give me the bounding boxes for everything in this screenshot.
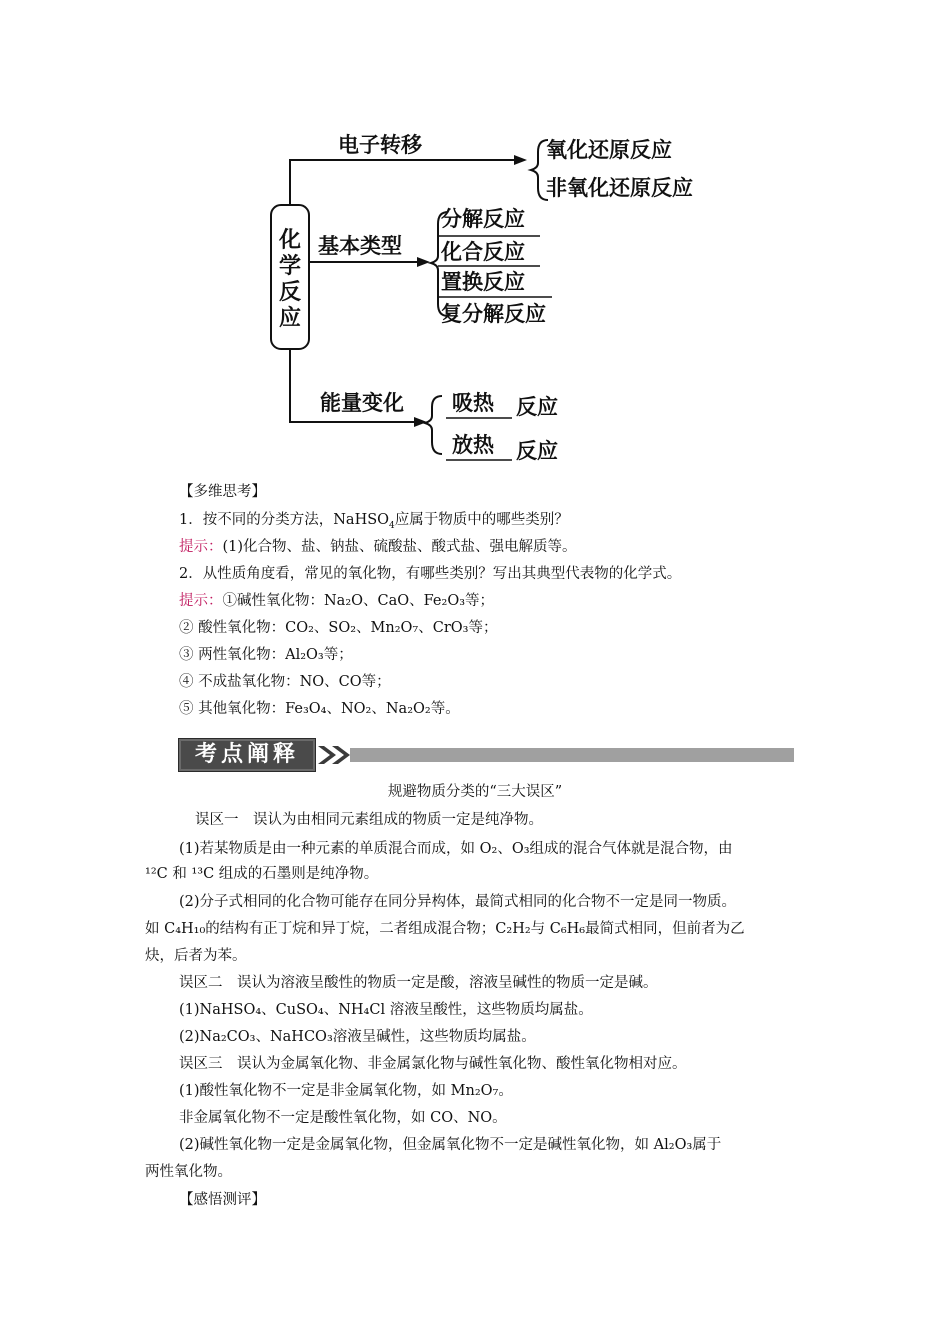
footer-heading: 【感悟测评】 bbox=[179, 1192, 266, 1208]
svg-text:应: 应 bbox=[278, 306, 302, 331]
item-endothermic-fill: 吸热 bbox=[452, 391, 494, 415]
hint-label: 提示： bbox=[179, 539, 223, 555]
question-1: 1．按不同的分类方法，NaHSO$_4$应属于物质中的哪些类别？ bbox=[179, 512, 569, 531]
branch-line-electron bbox=[290, 160, 515, 205]
section-2-title: 规避物质分类的“三大误区” bbox=[387, 784, 563, 800]
item-endothermic-suffix: 反应 bbox=[516, 395, 558, 419]
body-line: (2)分子式相同的化合物可能存在同分异构体，最简式相同的化合物不一定是同一物质。 bbox=[179, 894, 737, 910]
item-redox: 氧化还原反应 bbox=[546, 138, 672, 162]
arrow-head-electron bbox=[514, 155, 527, 165]
svg-text:反: 反 bbox=[278, 280, 302, 305]
hint-label: 提示： bbox=[179, 593, 223, 609]
svg-text:学: 学 bbox=[278, 254, 302, 279]
answer-2-line-2: ② 酸性氧化物：CO₂、SO₂、Mn₂O₇、CrO₃等； bbox=[179, 620, 498, 636]
body-line: (1)酸性氧化物不一定是非金属氧化物，如 Mn₂O₇。 bbox=[179, 1083, 513, 1099]
branch-label-basic: 基本类型 bbox=[318, 234, 402, 258]
misconception-3-heading: 误区三 误认为金属氧化物、非金属氯化物与碱性氧化物、酸性氧化物相对应。 bbox=[179, 1056, 687, 1072]
banner-bar bbox=[350, 748, 794, 762]
answer-2-line-3: ③ 两性氧化物：Al₂O₃等； bbox=[179, 647, 353, 663]
arrow-head-basic bbox=[417, 257, 430, 267]
item-exothermic-suffix: 反应 bbox=[516, 439, 558, 463]
svg-text:化: 化 bbox=[278, 228, 302, 253]
body-line: 非金属氧化物不一定是酸性氧化物，如 CO、NO。 bbox=[179, 1110, 507, 1126]
banner-label: 考点阐释 bbox=[178, 738, 316, 772]
answer-1: 提示：(1)化合物、盐、钠盐、硫酸盐、酸式盐、强电解质等。 bbox=[179, 539, 577, 555]
question-2: 2．从性质角度看，常见的氧化物，有哪些类别？写出其典型代表物的化学式。 bbox=[179, 566, 682, 582]
key-points-banner bbox=[178, 738, 794, 772]
reaction-classification-diagram bbox=[0, 0, 950, 480]
item-displacement: 置换反应 bbox=[441, 270, 525, 294]
item-decomposition: 分解反应 bbox=[441, 207, 525, 231]
answer-2-line-5: ⑤ 其他氧化物：Fe₃O₄、NO₂、Na₂O₂等。 bbox=[179, 701, 460, 717]
item-double-displacement: 复分解反应 bbox=[441, 302, 546, 326]
body-line: (1)NaHSO₄、CuSO₄、NH₄Cl 溶液呈酸性，这些物质均属盐。 bbox=[179, 1002, 593, 1018]
body-line: (2)碱性氧化物一定是金属氧化物，但金属氧化物不一定是碱性氧化物，如 Al₂O₃属于 bbox=[179, 1137, 722, 1153]
answer-2-line-4: ④ 不成盐氧化物：NO、CO等； bbox=[179, 674, 391, 690]
branch-label-electron: 电子转移 bbox=[338, 133, 422, 157]
misconception-1-heading: 误区一 误认为由相同元素组成的物质一定是纯净物。 bbox=[195, 812, 543, 828]
branch-label-energy: 能量变化 bbox=[320, 391, 404, 415]
item-combination: 化合反应 bbox=[441, 240, 525, 264]
brace-energy bbox=[425, 396, 442, 454]
misconception-2-heading: 误区二 误认为溶液呈酸性的物质一定是酸，溶液呈碱性的物质一定是碱。 bbox=[179, 975, 658, 991]
body-line: (2)Na₂CO₃、NaHCO₃溶液呈碱性，这些物质均属盐。 bbox=[179, 1029, 536, 1045]
body-line: 如 C₄H₁₀的结构有正丁烷和异丁烷，二者组成混合物；C₂H₂与 C₆H₆最简式相同，但前者为乙 bbox=[145, 921, 745, 937]
body-line: (1)若某物质是由一种元素的单质混合而成，如 O₂、O₃组成的混合气体就是混合物，由 bbox=[179, 841, 733, 857]
item-exothermic-fill: 放热 bbox=[452, 433, 494, 457]
root-label bbox=[278, 228, 301, 331]
body-line: 两性氧化物。 bbox=[145, 1164, 232, 1180]
section-heading: 【多维思考】 bbox=[179, 484, 266, 500]
item-non-redox: 非氧化还原反应 bbox=[546, 176, 693, 200]
body-line: ¹²C 和 ¹³C 组成的石墨则是纯净物。 bbox=[145, 866, 379, 882]
answer-2-line-1: 提示：①碱性氧化物：Na₂O、CaO、Fe₂O₃等； bbox=[179, 593, 495, 609]
body-line: 炔，后者为苯。 bbox=[145, 948, 247, 964]
